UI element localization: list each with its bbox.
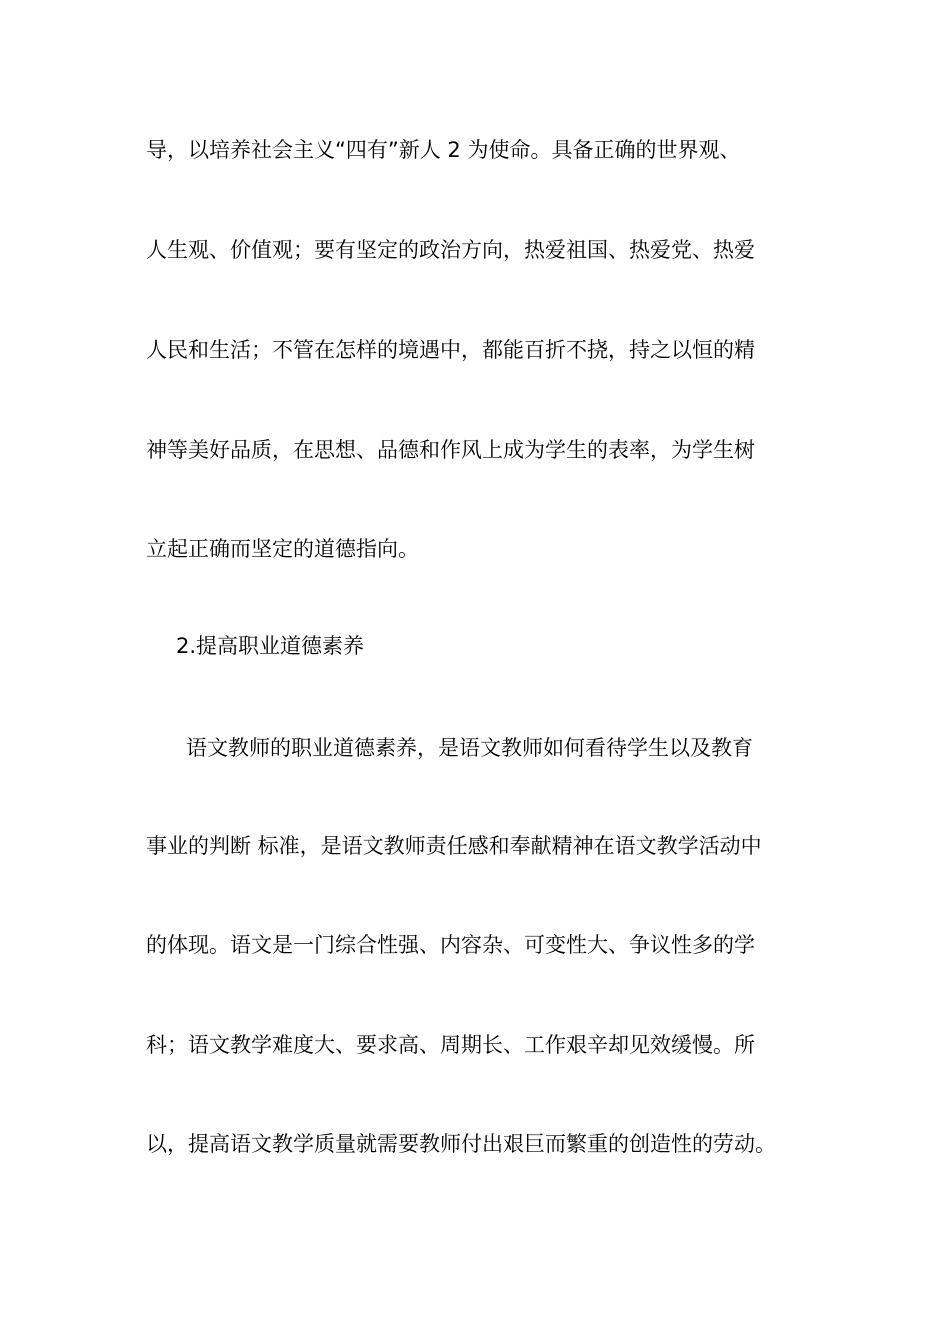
paragraph-1-line-2: 人生观、价值观；要有坚定的政治方向，热爱祖国、热爱党、热爱	[146, 238, 755, 262]
section-2-heading: 2.提高职业道德素养	[176, 634, 365, 658]
paragraph-1-line-1: 导，以培养社会主义“四有”新人 2 为使命。具备正确的世界观、	[146, 138, 741, 162]
paragraph-1-line-5: 立起正确而坚定的道德指向。	[146, 537, 419, 561]
paragraph-1-line-3: 人民和生活；不管在怎样的境遇中，都能百折不挠，持之以恒的精	[146, 338, 755, 362]
paragraph-2-line-3: 的体现。语文是一门综合性强、内容杂、可变性大、争议性多的学	[146, 933, 755, 957]
paragraph-1-line-4: 神等美好品质，在思想、品德和作风上成为学生的表率，为学生树	[146, 438, 755, 462]
paragraph-2-line-5: 以，提高语文教学质量就需要教师付出艰巨而繁重的创造性的劳动。	[146, 1132, 776, 1156]
paragraph-2-line-2: 事业的判断 标准，是语文教师责任感和奉献精神在语文教学活动中	[146, 834, 762, 858]
paragraph-2-line-4: 科；语文教学难度大、要求高、周期长、工作艰辛却见效缓慢。所	[146, 1033, 755, 1057]
paragraph-2-line-1: 语文教师的职业道德素养，是语文教师如何看待学生以及教育	[186, 736, 753, 760]
